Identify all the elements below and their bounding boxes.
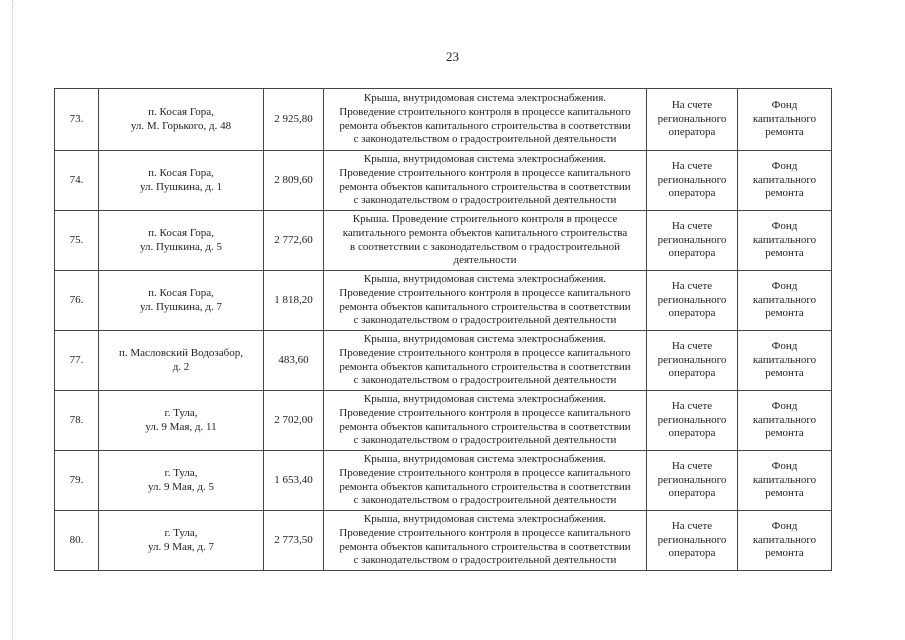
funding-line: Фонд	[771, 460, 798, 473]
funding-cell	[738, 271, 832, 331]
account-cell	[647, 89, 738, 151]
works-cell	[324, 391, 647, 451]
area-cell: 2 773,50	[264, 511, 324, 571]
row-number-cell: 80.	[55, 511, 99, 571]
works-cell	[324, 271, 647, 331]
works-line: Крыша, внутридомовая система электроснабжения.	[363, 273, 607, 286]
account-line: регионального	[657, 233, 727, 246]
funding-line: капитального	[752, 473, 817, 486]
funding-cell	[738, 151, 832, 211]
address-line: г. Тула,	[164, 526, 198, 539]
works-line: Проведение строительного контроля в процессе капитального	[339, 105, 631, 118]
works-line: ремонта объектов капитального строительства в соответствии	[339, 180, 631, 193]
page-number: 23	[446, 49, 459, 64]
funding-cell	[738, 391, 832, 451]
works-line: Крыша, внутридомовая система электроснабжения.	[363, 333, 607, 346]
account-line: На счете	[671, 220, 713, 233]
account-line: На счете	[671, 280, 713, 293]
funding-line: Фонд	[771, 520, 798, 533]
funding-line: Фонд	[771, 99, 798, 112]
works-line: Крыша, внутридомовая система электроснабжения.	[363, 153, 607, 166]
funding-line: Фонд	[771, 400, 798, 413]
address-cell	[99, 89, 264, 151]
account-line: оператора	[668, 187, 716, 200]
works-cell	[324, 211, 647, 271]
funding-line: капитального	[752, 112, 817, 125]
account-line: На счете	[671, 400, 713, 413]
funding-line: капитального	[752, 173, 817, 186]
funding-line: ремонта	[765, 487, 804, 500]
address-line: п. Косая Гора,	[148, 286, 214, 299]
address-line: п. Косая Гора,	[148, 226, 214, 239]
table-row	[55, 211, 832, 271]
funding-line: капитального	[752, 293, 817, 306]
account-line: регионального	[657, 112, 727, 125]
account-line: регионального	[657, 533, 727, 546]
left-margin-line	[12, 0, 14, 640]
works-line: Крыша, внутридомовая система электроснабжения.	[363, 92, 607, 105]
area-cell: 1 818,20	[264, 271, 324, 331]
works-line: с законодательством о градостроительной деятельности	[353, 314, 617, 327]
area-cell: 2 925,80	[264, 89, 324, 151]
account-line: регионального	[657, 293, 727, 306]
works-cell	[324, 331, 647, 391]
funding-line: капитального	[752, 533, 817, 546]
funding-line: капитального	[752, 233, 817, 246]
funding-line: Фонд	[771, 280, 798, 293]
works-line: ремонта объектов капитального строительства в соответствии	[339, 480, 631, 493]
works-line: с законодательством о градостроительной деятельности	[353, 194, 617, 207]
address-cell	[99, 151, 264, 211]
account-line: регионального	[657, 413, 727, 426]
account-line: регионального	[657, 473, 727, 486]
funding-line: ремонта	[765, 126, 804, 139]
account-line: На счете	[671, 340, 713, 353]
account-cell	[647, 451, 738, 511]
works-line: Крыша. Проведение строительного контроля в процессе	[352, 213, 618, 226]
account-line: На счете	[671, 460, 713, 473]
row-number-cell: 77.	[55, 331, 99, 391]
account-line: регионального	[657, 353, 727, 366]
address-line: г. Тула,	[164, 466, 198, 479]
table-row	[55, 271, 832, 331]
works-line: с законодательством о градостроительной деятельности	[353, 554, 617, 567]
account-line: На счете	[671, 160, 713, 173]
funding-cell	[738, 211, 832, 271]
account-cell	[647, 271, 738, 331]
address-cell	[99, 451, 264, 511]
row-number-cell: 75.	[55, 211, 99, 271]
works-line: капитального ремонта объектов капитального строительства	[342, 226, 628, 239]
works-line: Крыша, внутридомовая система электроснабжения.	[363, 453, 607, 466]
table-row	[55, 511, 832, 571]
works-line: ремонта объектов капитального строительства в соответствии	[339, 420, 631, 433]
address-line: п. Косая Гора,	[148, 105, 214, 118]
works-line: с законодательством о градостроительной деятельности	[353, 494, 617, 507]
address-line: ул. Пушкина, д. 1	[139, 180, 223, 193]
address-cell	[99, 271, 264, 331]
account-line: оператора	[668, 247, 716, 260]
row-number-cell: 79.	[55, 451, 99, 511]
row-number-cell: 74.	[55, 151, 99, 211]
area-cell: 2 809,60	[264, 151, 324, 211]
account-cell	[647, 151, 738, 211]
address-line: п. Косая Гора,	[148, 166, 214, 179]
works-cell	[324, 511, 647, 571]
address-cell	[99, 331, 264, 391]
address-cell	[99, 511, 264, 571]
address-line: ул. 9 Мая, д. 7	[147, 540, 215, 553]
address-line: ул. М. Горького, д. 48	[130, 119, 232, 132]
address-line: ул. Пушкина, д. 7	[139, 300, 223, 313]
row-number-cell: 78.	[55, 391, 99, 451]
works-line: с законодательством о градостроительной деятельности	[353, 133, 617, 146]
works-line: деятельности	[453, 254, 517, 267]
address-line: ул. 9 Мая, д. 11	[145, 420, 217, 433]
funding-line: ремонта	[765, 367, 804, 380]
funding-line: ремонта	[765, 247, 804, 260]
funding-line: капитального	[752, 353, 817, 366]
address-line: д. 2	[172, 360, 190, 373]
row-number-cell: 73.	[55, 89, 99, 151]
funding-line: ремонта	[765, 547, 804, 560]
funding-line: Фонд	[771, 340, 798, 353]
funding-line: ремонта	[765, 307, 804, 320]
account-line: На счете	[671, 520, 713, 533]
table-row	[55, 151, 832, 211]
works-line: ремонта объектов капитального строительства в соответствии	[339, 119, 631, 132]
funding-line: ремонта	[765, 427, 804, 440]
table-row	[55, 451, 832, 511]
area-cell: 483,60	[264, 331, 324, 391]
works-line: Проведение строительного контроля в процессе капитального	[339, 466, 631, 479]
table-row	[55, 89, 832, 151]
account-cell	[647, 511, 738, 571]
works-cell	[324, 451, 647, 511]
account-line: регионального	[657, 173, 727, 186]
account-line: оператора	[668, 487, 716, 500]
address-cell	[99, 211, 264, 271]
table-body	[55, 89, 832, 571]
funding-cell	[738, 511, 832, 571]
works-line: ремонта объектов капитального строительства в соответствии	[339, 360, 631, 373]
table-row	[55, 391, 832, 451]
works-line: Проведение строительного контроля в процессе капитального	[339, 526, 631, 539]
account-line: оператора	[668, 367, 716, 380]
funding-line: Фонд	[771, 220, 798, 233]
works-line: ремонта объектов капитального строительства в соответствии	[339, 300, 631, 313]
works-line: ремонта объектов капитального строительства в соответствии	[339, 540, 631, 553]
works-line: с законодательством о градостроительной деятельности	[353, 374, 617, 387]
works-line: Проведение строительного контроля в процессе капитального	[339, 166, 631, 179]
account-cell	[647, 211, 738, 271]
works-cell	[324, 89, 647, 151]
account-cell	[647, 331, 738, 391]
works-line: Крыша, внутридомовая система электроснабжения.	[363, 393, 607, 406]
works-line: Проведение строительного контроля в процессе капитального	[339, 346, 631, 359]
account-cell	[647, 391, 738, 451]
account-line: оператора	[668, 307, 716, 320]
works-line: Крыша, внутридомовая система электроснабжения.	[363, 513, 607, 526]
funding-line: Фонд	[771, 160, 798, 173]
repair-table	[54, 88, 832, 571]
funding-cell	[738, 451, 832, 511]
address-line: ул. 9 Мая, д. 5	[147, 480, 215, 493]
funding-cell	[738, 89, 832, 151]
area-cell: 1 653,40	[264, 451, 324, 511]
funding-line: ремонта	[765, 187, 804, 200]
row-number-cell: 76.	[55, 271, 99, 331]
area-cell: 2 772,60	[264, 211, 324, 271]
account-line: На счете	[671, 99, 713, 112]
funding-line: капитального	[752, 413, 817, 426]
address-line: ул. Пушкина, д. 5	[139, 240, 223, 253]
works-cell	[324, 151, 647, 211]
works-line: в соответствии с законодательством о градостроительной	[350, 240, 620, 253]
account-line: оператора	[668, 427, 716, 440]
account-line: оператора	[668, 547, 716, 560]
address-line: п. Масловский Водозабор,	[119, 346, 243, 359]
works-line: с законодательством о градостроительной деятельности	[353, 434, 617, 447]
address-line: г. Тула,	[164, 406, 198, 419]
works-line: Проведение строительного контроля в процессе капитального	[339, 286, 631, 299]
funding-cell	[738, 331, 832, 391]
address-cell	[99, 391, 264, 451]
works-line: Проведение строительного контроля в процессе капитального	[339, 406, 631, 419]
table-row	[55, 331, 832, 391]
area-cell: 2 702,00	[264, 391, 324, 451]
account-line: оператора	[668, 126, 716, 139]
